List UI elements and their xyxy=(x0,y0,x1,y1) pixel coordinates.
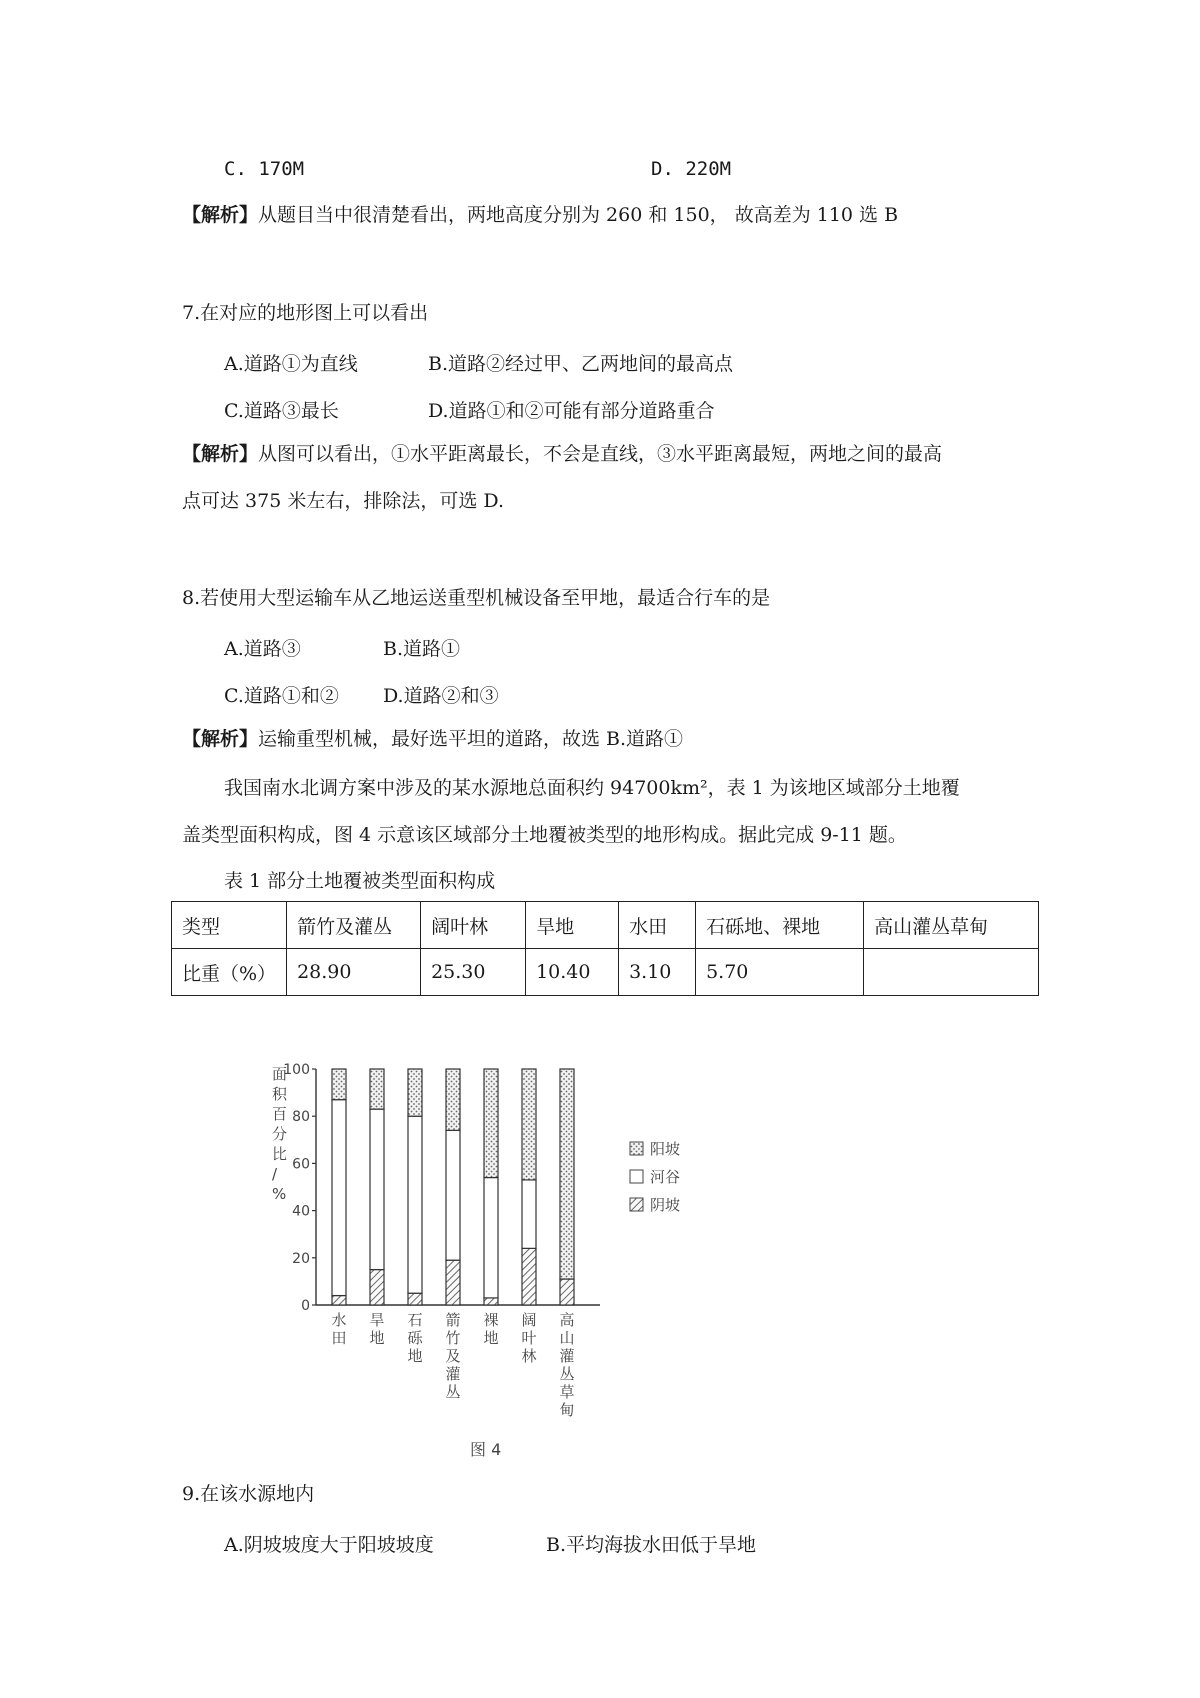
x-tick-label: 高山灌丛草甸 xyxy=(559,1311,575,1419)
q9-stem: 9.在该水源地内 xyxy=(182,1483,315,1505)
bar-segment xyxy=(560,1279,574,1305)
table-caption: 表 1 部分土地覆被类型面积构成 xyxy=(224,870,496,892)
analysis-tag: 【解析】 xyxy=(182,443,259,465)
table-cell: 石砾地、裸地 xyxy=(696,902,864,949)
q8-option-c: C.道路①和② xyxy=(224,685,339,707)
bar-segment xyxy=(408,1116,422,1293)
y-axis-label-char: 面 xyxy=(272,1065,288,1083)
y-axis-label-char: % xyxy=(272,1185,287,1203)
bar-segment xyxy=(522,1180,536,1248)
bar-segment xyxy=(560,1069,574,1279)
x-tick-label: 石砾地 xyxy=(407,1311,423,1365)
chart-axes xyxy=(283,1062,600,1314)
table-cell xyxy=(864,949,1039,996)
q7-analysis-cont: 点可达 375 米左右，排除法，可选 D. xyxy=(182,490,504,512)
y-axis-label-char: 百 xyxy=(272,1105,288,1123)
bar-segment xyxy=(370,1270,384,1305)
q8-analysis xyxy=(182,728,683,751)
bar-segment xyxy=(484,1178,498,1298)
chart-legend xyxy=(630,1140,680,1214)
q7-option-d: D.道路①和②可能有部分道路重合 xyxy=(428,400,715,422)
y-axis-label-char: 比 xyxy=(272,1145,288,1163)
q9-option-b: B.平均海拔水田低于旱地 xyxy=(546,1534,757,1556)
figure-4-chart xyxy=(270,1055,730,1465)
table-cell: 阔叶林 xyxy=(421,902,526,949)
y-axis-label-char: / xyxy=(272,1165,278,1183)
q7-analysis xyxy=(182,443,942,466)
analysis-text: 运输重型机械，最好选平坦的道路，故选 B.道路① xyxy=(258,728,684,750)
q6-option-c: C. 170M xyxy=(224,158,305,180)
table-cell: 箭竹及灌丛 xyxy=(287,902,421,949)
analysis-tag: 【解析】 xyxy=(182,728,259,750)
q8-option-b: B.道路① xyxy=(383,638,461,660)
bar-segment xyxy=(522,1069,536,1180)
legend-label: 阳坡 xyxy=(650,1140,681,1158)
x-tick-label: 水田 xyxy=(331,1311,347,1347)
q6-analysis xyxy=(182,204,898,227)
q7-option-a: A.道路①为直线 xyxy=(224,353,358,375)
q7-option-c: C.道路③最长 xyxy=(224,400,339,422)
bar-segment xyxy=(370,1109,384,1269)
bar-segment xyxy=(332,1296,346,1305)
bar-segment xyxy=(484,1069,498,1178)
land-cover-table xyxy=(171,901,1039,996)
table-cell: 高山灌丛草甸 xyxy=(864,902,1039,949)
table-cell: 25.30 xyxy=(421,949,526,996)
analysis-text: 从题目当中很清楚看出，两地高度分别为 260 和 150， 故高差为 110 选 B xyxy=(258,204,899,226)
table-row xyxy=(172,949,1039,996)
bar-segment xyxy=(408,1069,422,1116)
q6-option-d: D. 220M xyxy=(651,158,732,180)
analysis-text: 从图可以看出，①水平距离最长，不会是直线，③水平距离最短，两地之间的最高 xyxy=(258,443,943,465)
legend-swatch xyxy=(630,1170,643,1183)
bar-segment xyxy=(446,1069,460,1130)
legend-swatch xyxy=(630,1142,643,1155)
y-tick-label: 40 xyxy=(292,1203,310,1220)
q7-option-b: B.道路②经过甲、乙两地间的最高点 xyxy=(428,353,734,375)
x-tick-label: 阔叶林 xyxy=(521,1311,537,1365)
bar-segment xyxy=(332,1100,346,1296)
y-axis-label xyxy=(272,1065,288,1203)
table-cell: 5.70 xyxy=(696,949,864,996)
x-tick-label: 箭竹及灌丛 xyxy=(445,1311,461,1401)
table-cell: 类型 xyxy=(172,902,287,949)
x-tick-label: 裸地 xyxy=(483,1311,499,1347)
y-tick-label: 80 xyxy=(292,1109,310,1126)
bar-segment xyxy=(522,1248,536,1305)
q9-option-a: A.阴坡坡度大于阳坡坡度 xyxy=(224,1534,434,1556)
bar-segment xyxy=(370,1069,384,1109)
y-tick-label: 100 xyxy=(283,1062,310,1078)
passage-line-1: 我国南水北调方案中涉及的某水源地总面积约 94700km²，表 1 为该地区域部分土地覆 xyxy=(224,777,960,799)
q7-stem: 7.在对应的地形图上可以看出 xyxy=(182,302,429,324)
figure-caption: 图 4 xyxy=(470,1440,502,1459)
q8-stem: 8.若使用大型运输车从乙地运送重型机械设备至甲地，最适合行车的是 xyxy=(182,587,771,609)
analysis-tag: 【解析】 xyxy=(182,204,259,226)
y-tick-label: 60 xyxy=(292,1156,310,1173)
y-axis-label-char: 分 xyxy=(272,1125,288,1143)
table-header-row xyxy=(172,902,1039,949)
bar-segment xyxy=(332,1069,346,1100)
y-tick-label: 0 xyxy=(301,1298,310,1314)
x-axis-labels xyxy=(331,1311,574,1419)
chart-bars xyxy=(332,1069,574,1305)
bar-segment xyxy=(446,1260,460,1305)
legend-label: 阴坡 xyxy=(650,1196,681,1214)
y-axis-label-char: 积 xyxy=(272,1085,288,1103)
bar-segment xyxy=(484,1298,498,1305)
legend-label: 河谷 xyxy=(650,1168,681,1186)
legend-swatch xyxy=(630,1198,643,1211)
table-cell: 28.90 xyxy=(287,949,421,996)
y-tick-label: 20 xyxy=(292,1250,310,1267)
table-cell: 10.40 xyxy=(526,949,619,996)
bar-segment xyxy=(446,1130,460,1260)
table-cell: 比重（%） xyxy=(172,949,287,996)
q8-option-a: A.道路③ xyxy=(224,638,301,660)
bar-segment xyxy=(408,1293,422,1305)
x-tick-label: 旱地 xyxy=(369,1311,385,1347)
table-cell: 水田 xyxy=(619,902,696,949)
table-cell: 3.10 xyxy=(619,949,696,996)
table-cell: 旱地 xyxy=(526,902,619,949)
passage-line-2: 盖类型面积构成，图 4 示意该区域部分土地覆被类型的地形构成。据此完成 9-11 题。 xyxy=(182,824,907,846)
q8-option-d: D.道路②和③ xyxy=(383,685,499,707)
